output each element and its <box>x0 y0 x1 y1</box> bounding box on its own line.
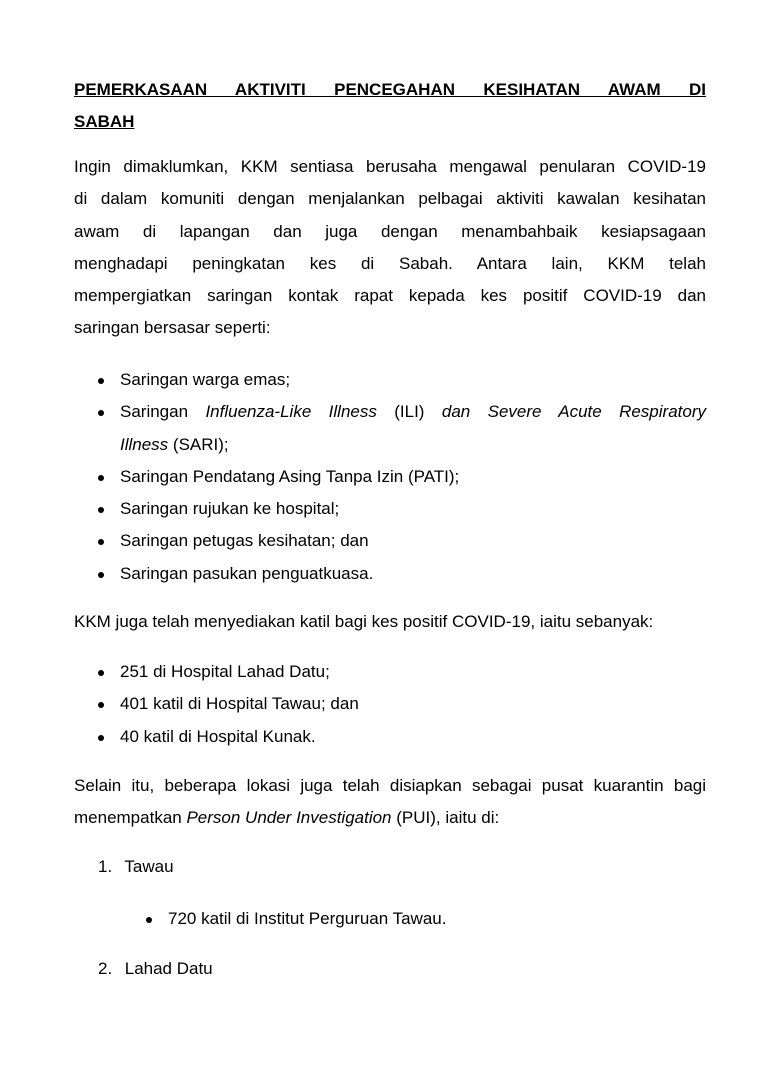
intro-line: di dalam komuniti dengan menjalankan pelbagai aktiviti kawalan kesihatan <box>74 189 706 209</box>
list-item <box>74 721 706 753</box>
bullet-icon <box>98 507 104 513</box>
list-item-text: 40 katil di Hospital Kunak. <box>120 726 316 746</box>
bullet-icon <box>146 917 152 923</box>
location-sub-text: 720 katil di Institut Perguruan Tawau. <box>168 909 447 928</box>
list-item-text: Saringan warga emas; <box>120 370 291 389</box>
beds-list <box>74 656 706 753</box>
bullet-icon <box>98 702 104 708</box>
list-item-text: Saringan Influenza-Like Illness (ILI) dan Severe Acute Respiratory <box>120 402 706 422</box>
intro-line: mempergiatkan saringan kontak rapat kepada kes positif COVID-19 dan <box>74 286 706 306</box>
location-item <box>98 953 213 985</box>
location-number: 2. <box>98 959 113 978</box>
bullet-icon <box>98 539 104 545</box>
intro-line: Ingin dimaklumkan, KKM sentiasa berusaha mengawal penularan COVID-19 <box>74 157 706 176</box>
list-item-text-cont: Illness (SARI); <box>120 434 229 454</box>
bullet-icon <box>98 670 104 676</box>
beds-intro-text: KKM juga telah menyediakan katil bagi kes positif COVID-19, iaitu sebanyak: <box>74 612 654 631</box>
location-sub-item <box>146 903 446 935</box>
quarantine-line: menempatkan Person Under Investigation (PUI), iaitu di: <box>74 808 500 828</box>
bullet-icon <box>98 735 104 741</box>
intro-line: saringan bersasar seperti: <box>74 318 271 338</box>
title-line-1: PEMERKASAAN AKTIVITI PENCEGAHAN KESIHATAN AWAM DI <box>74 80 706 99</box>
bullet-icon <box>98 410 104 416</box>
intro-line: awam di lapangan dan juga dengan menambahbaik kesiapsagaan <box>74 221 706 241</box>
list-item <box>74 688 706 720</box>
title-line-2: SABAH <box>74 112 135 131</box>
list-item <box>74 525 706 557</box>
list-item <box>74 493 706 525</box>
list-item <box>74 461 706 493</box>
intro-line: menghadapi peningkatan kes di Sabah. Antara lain, KKM telah <box>74 253 706 273</box>
location-item <box>98 851 174 883</box>
beds-intro <box>74 606 706 638</box>
list-item-text: Saringan petugas kesihatan; dan <box>120 531 369 551</box>
bullet-icon <box>98 475 104 481</box>
location-name: Lahad Datu <box>124 959 213 978</box>
list-item <box>74 656 706 688</box>
document-title <box>74 74 706 138</box>
list-item-text: Saringan Pendatang Asing Tanpa Izin (PATI); <box>120 466 460 486</box>
quarantine-paragraph <box>74 770 706 835</box>
bullet-icon <box>98 572 104 578</box>
screening-list <box>74 364 706 590</box>
list-item <box>74 364 706 396</box>
quarantine-line: Selain itu, beberapa lokasi juga telah disiapkan sebagai pusat kuarantin bagi <box>74 776 706 795</box>
bullet-icon <box>98 378 104 384</box>
list-item <box>74 396 706 461</box>
list-item-text: 401 katil di Hospital Tawau; dan <box>120 694 359 714</box>
intro-paragraph <box>74 151 706 345</box>
location-name: Tawau <box>124 857 174 876</box>
location-number: 1. <box>98 857 113 876</box>
list-item-text: 251 di Hospital Lahad Datu; <box>120 662 330 681</box>
list-item <box>74 558 706 590</box>
list-item-text: Saringan pasukan penguatkuasa. <box>120 563 374 583</box>
list-item-text: Saringan rujukan ke hospital; <box>120 499 340 519</box>
